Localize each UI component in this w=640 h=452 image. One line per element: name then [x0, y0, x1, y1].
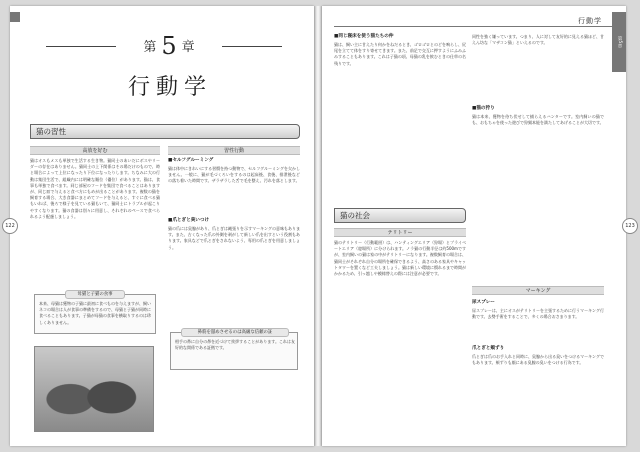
book-gutter: [314, 6, 322, 446]
corner-ear: [10, 12, 20, 22]
sidebar-box-col1: [34, 294, 156, 334]
heading-sleeping: ■同じ寝床を使う猫たちの仲: [334, 34, 394, 39]
chapter-label: 第 5 章: [143, 32, 197, 60]
subhead-territory: テリトリー: [334, 228, 466, 237]
left-page: [10, 6, 314, 446]
body-territory: 猫のテリトリー（行動範囲）は、ハンティングエリア（狩場）とプライベートエリア（寝場所）に分けられます。ノラ猫の行動半径は約500mですが、室内飼いの猫は家の中がテリトリーになります。複数飼育の場合は、猫同士がそれぞれ自分の場所を確保できるよう、高さのある家具やキャットタワーを置くなど工夫しましょう。猫は新しい環境に慣れるまで時間がかかるため、引っ越しや模様替えの際には注意が必要です。: [334, 240, 466, 277]
chapter-rule-left: [46, 46, 116, 47]
header-rule: [334, 26, 624, 27]
subhead-col1: 高放を好む: [30, 146, 160, 155]
heading-grooming: ■セルフグルーミング: [168, 158, 214, 163]
running-title: 行動学: [578, 17, 602, 25]
subhead-col2: 習性行動: [168, 146, 300, 155]
page-number-right: 123: [622, 218, 638, 234]
body-mothercat: 同性を強く嫌っています。つまり、人に対して友好的に見える猫ほど、甘えん坊な「マザコン猫」といえるのです。: [472, 34, 604, 46]
body-col1: 猫はオスもメスも単独で生活する生き物。猫同士のあいだにボスやリーダーの存在はありません。猫同士の上下関係はその場だけのもので、時と場合によって上位になったり下位になったりします。ちなみに大の行動は集団生活で、組織内には明確な順位（優位）があります。猫は、食事も単独で食べます。同じ部屋のフードを集団で食べることはありますが、同じ皿で与えると食べ方にもめが出ることがあります。複数の猫を飼育する場合、大き食器にまとめてフードを与えると、すぐに食べる猫もいれば、後ろで様子を見ている猫もいて、猫同士にトラブルが起こりやすくなります。猫の食器は別々に用意し、それぞれのペースで食べられるよう配慮しましょう。: [30, 158, 160, 219]
section-title: 猫の習性: [30, 124, 300, 139]
chapter-title: 行動学: [127, 75, 212, 100]
body-grooming: 猫は体中にきれいにする習慣を持つ動物で、セルフグルーミングを欠かしません。一般に、猫が毛づくろいをするのは起床後、食後、排泄後などの落ち着いた時間です。ザラザラした舌で毛を整え、汚れを落とします。: [168, 166, 300, 184]
box-body: 本来、母猫は獲物の子猫に最初に食べものを与えますが、飼いネコの場合は人が食事の準備をするので、母猫と子猫が同時に食べることもあります。子猫が母猫の食事を横取りするのは珍しくありません。: [39, 301, 151, 325]
body-sleeping: 猫は、飼い主に甘えたり何かをねだるとき、ゴロゴロとのどを鳴らし、尻尾を立てて体をすり寄せてきます。また、前足で交互に押すようにふみふみすることもあります。これは子猫の頃、母猫の乳を飲むときの仕草の名残りです。: [334, 42, 466, 66]
chapter-side-tab: 第5章: [612, 12, 626, 72]
heading-scratch-rub: 爪とぎと頬ずり: [472, 346, 505, 351]
sidebar-box-col2: [170, 332, 298, 370]
box-title: 母猫と子猫の食事: [65, 290, 125, 299]
right-page: [322, 6, 626, 446]
body-scratching: 猫の爪には臭腺があり、爪とぎは縄張りを示すマーキングの意味もあります。また、古くなった爪の外側を剥がして新しい爪を出すという役割もあります。家具などで爪とぎをされないよう、専用の爪とぎを用意しましょう。: [168, 226, 300, 250]
body-spray: 尿スプレーは、主にオスがテリトリーを主張するために行うマーキング行動です。去勢手術をすることで、多くの場合おさまります。: [472, 308, 604, 320]
body-scratch-rub: 爪とぎは爪のお手入れと同時に、臭腺から出る臭いをつけるマーキングでもあります。頬ずりも顔にある臭腺の臭いをつける行為です。: [472, 354, 604, 366]
subhead-marking: マーキング: [472, 286, 604, 295]
body-hunting: 猫は本来、獲物を待ち伏せして捕らえるハンターです。室内飼いの猫でも、おもちゃを使った遊びで狩猟本能を満たしてあげることが大切です。: [472, 114, 604, 126]
section-title-society: 猫の社会: [334, 208, 466, 223]
cat-photo: [34, 346, 154, 432]
chapter-number: 5: [161, 32, 179, 60]
page-number-left: 122: [2, 218, 18, 234]
chapter-rule-right: [222, 46, 282, 47]
box-body: 相手の鼻に自分の鼻を近づけて挨拶することがあります。これは友好的な関係である証拠です。: [175, 339, 295, 351]
heading-spray: 尿スプレー: [472, 300, 495, 305]
heading-scratching: ■爪とぎと臭いつけ: [168, 218, 210, 223]
box-title: 鼻筋を舐めさせるのは高級な信頼の証: [181, 328, 289, 337]
heading-hunting: ■猫の狩り: [472, 106, 495, 111]
